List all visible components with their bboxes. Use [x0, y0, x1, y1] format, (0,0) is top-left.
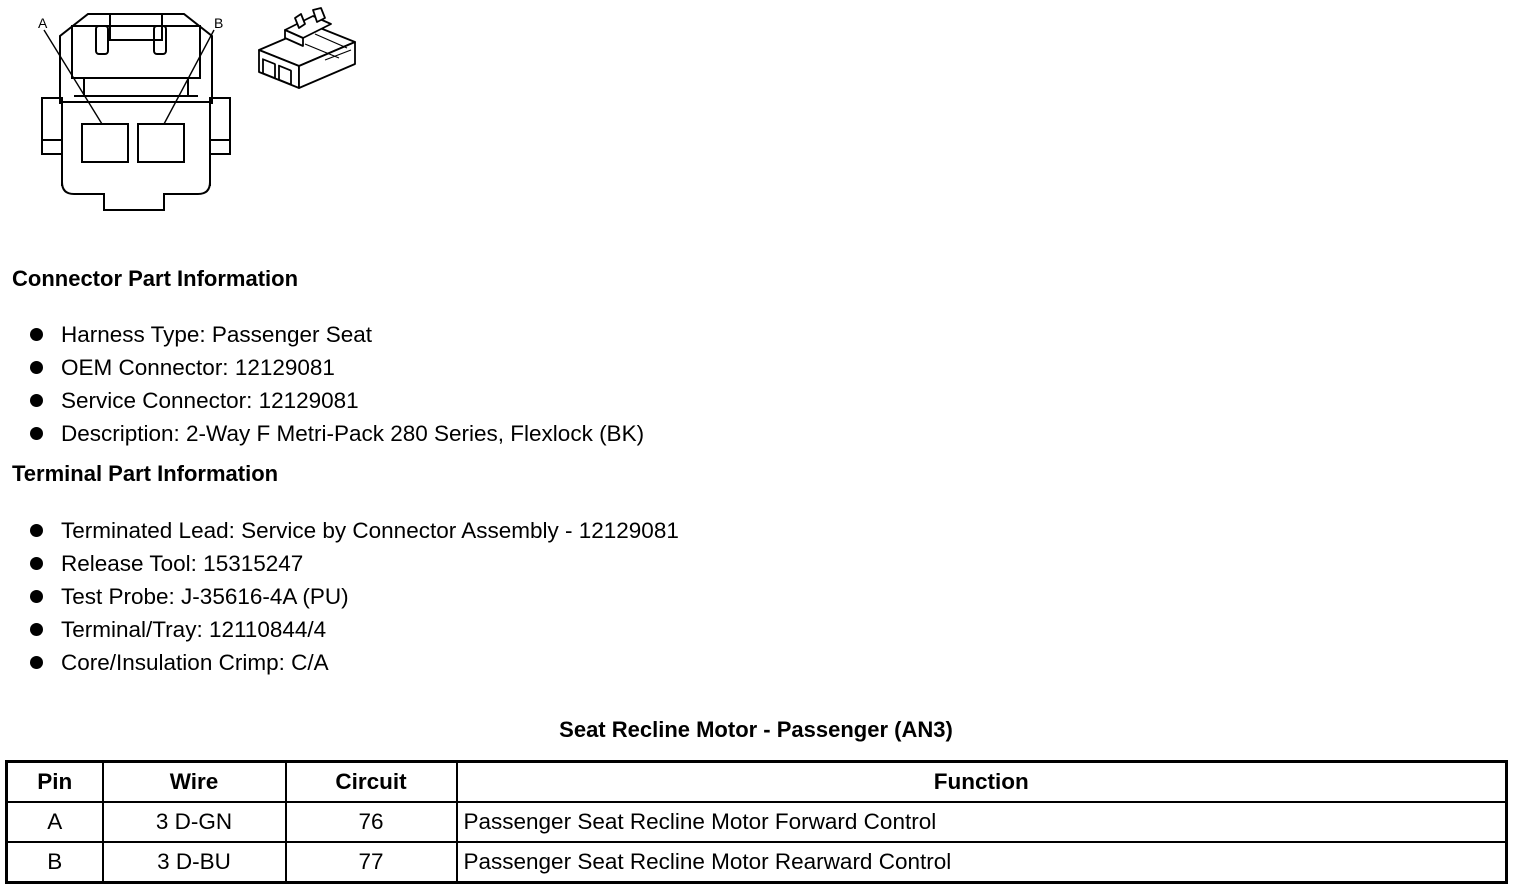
list-item: Release Tool: 15315247: [26, 547, 679, 580]
pin-a-label: A: [38, 15, 48, 31]
list-item: Terminated Lead: Service by Connector Assembly - 12129081: [26, 514, 679, 547]
list-item: Description: 2-Way F Metri-Pack 280 Series, Flexlock (BK): [26, 417, 644, 450]
list-item: Service Connector: 12129081: [26, 384, 644, 417]
cell-circuit: 77: [286, 842, 457, 883]
list-item: Harness Type: Passenger Seat: [26, 318, 644, 351]
bullet-icon: [30, 394, 43, 407]
cell-circuit: 76: [286, 802, 457, 842]
column-header-pin: Pin: [7, 762, 103, 803]
bullet-icon: [30, 361, 43, 374]
bullet-icon: [30, 328, 43, 341]
connector-part-info-list: [26, 318, 644, 450]
table-row: [7, 842, 1507, 883]
list-item: Core/Insulation Crimp: C/A: [26, 646, 679, 679]
bullet-icon: [30, 524, 43, 537]
connector-isometric-image: [255, 4, 360, 94]
cell-pin: A: [7, 802, 103, 842]
column-header-function: Function: [457, 762, 1507, 803]
list-item: Test Probe: J-35616-4A (PU): [26, 580, 679, 613]
list-item: OEM Connector: 12129081: [26, 351, 644, 384]
cell-wire: 3 D-GN: [103, 802, 286, 842]
table-row: [7, 802, 1507, 842]
cell-pin: B: [7, 842, 103, 883]
terminal-part-info-heading: Terminal Part Information: [12, 461, 279, 486]
pinout-table-title: Seat Recline Motor - Passenger (AN3): [559, 717, 953, 742]
cell-function: Passenger Seat Recline Motor Forward Control: [457, 802, 1507, 842]
bullet-icon: [30, 590, 43, 603]
pin-b-label: B: [214, 15, 224, 31]
list-item: Terminal/Tray: 12110844/4: [26, 613, 679, 646]
table-header-row: [7, 762, 1507, 803]
terminal-part-info-list: [26, 514, 679, 679]
cell-function: Passenger Seat Recline Motor Rearward Control: [457, 842, 1507, 883]
connector-part-info-heading: Connector Part Information: [12, 266, 299, 291]
column-header-circuit: Circuit: [286, 762, 457, 803]
bullet-icon: [30, 557, 43, 570]
column-header-wire: Wire: [103, 762, 286, 803]
bullet-icon: [30, 656, 43, 669]
cell-wire: 3 D-BU: [103, 842, 286, 883]
connector-face-diagram: [34, 10, 244, 220]
bullet-icon: [30, 427, 43, 440]
pinout-table: [5, 760, 1508, 884]
bullet-icon: [30, 623, 43, 636]
